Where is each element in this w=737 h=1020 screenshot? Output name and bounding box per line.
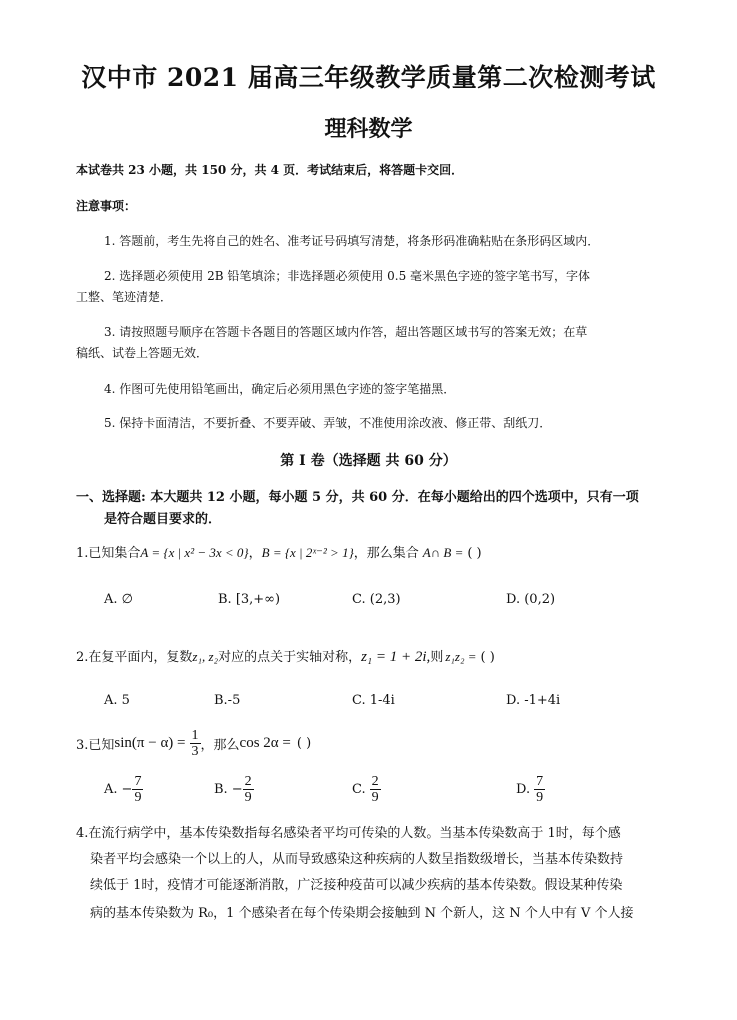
question-4-line-1: 4.在流行病学中，基本传染数指每名感染者平均可传染的人数。当基本传染数高于 1时，每个感 (76, 826, 621, 841)
q3-expr: cos 2α = (239, 735, 291, 751)
q1-option-a[interactable]: A. ∅ (104, 592, 133, 607)
notice-heading: 注意事项： (76, 199, 137, 213)
q1-expr: A∩ B = (422, 545, 464, 560)
q3-option-a-fraction (132, 774, 143, 805)
q1-option-b[interactable]: B. [3,+∞) (218, 592, 281, 607)
q2-prefix: 2.在复平面内，复数 (76, 650, 193, 665)
q3-option-a-label: A. (104, 782, 118, 797)
q3-option-a-num: 7 (134, 774, 142, 789)
notice-item-5: 5. 保持卡面清洁，不要折叠、不要弄破、弄皱，不准使用涂改液、修正带、刮纸刀． (104, 416, 552, 430)
q3-option-c-num: 2 (371, 774, 379, 789)
q1-suffix: ，那么集合 (353, 546, 419, 561)
q2-option-d[interactable]: D. -1+4i (506, 693, 561, 708)
question-4-line-4: 病的基本传染数为 R₀，1 个感染者在每个传染期会接触到 N 个新人，这 N 个人中有 V 个人接 (90, 906, 634, 921)
q3-option-d-label: D. (516, 782, 531, 797)
q2-vars: z₁, z₂ (192, 649, 219, 664)
q3-option-b-num: 2 (244, 774, 252, 789)
q3-option-d-fraction (534, 774, 545, 805)
q3-option-b-den: 9 (244, 790, 252, 805)
notice-item-4: 4. 作图可先使用铅笔画出，确定后必须用黑色字迹的签字笔描黑． (104, 382, 456, 396)
part-instructions: 一、选择题: 本大题共 12 小题，每小题 5 分，共 60 分．在每小题给出的四个选项中，只有一项 (76, 490, 639, 505)
q3-option-d-num: 7 (536, 774, 544, 789)
q3-prefix: 3.已知 (76, 738, 115, 753)
q1-answer-paren: ( ) (467, 546, 482, 561)
q1-sep: ， (248, 546, 262, 561)
q1-option-c[interactable]: C. (2,3) (352, 592, 401, 607)
q3-option-c-den: 9 (371, 790, 379, 805)
q2-option-b[interactable]: B.-5 (214, 693, 241, 708)
q2-eq: z₁ = 1 + 2i, (361, 649, 431, 665)
q2-option-c[interactable]: C. 1-4i (352, 693, 395, 708)
q3-option-b-fraction (243, 774, 254, 805)
q3-rhs-denominator: 3 (191, 744, 199, 759)
q3-option-b-sign: − (231, 782, 243, 797)
q2-expr: z₁z₂ = (445, 649, 477, 664)
section-title: 第 I 卷（选择题 共 60 分） (280, 453, 457, 469)
notice-item-1: 1. 答题前，考生先将自己的姓名、准考证号码填写清楚，将条形码准确粘贴在条形码区域内． (104, 234, 600, 248)
q2-option-a[interactable]: A. 5 (104, 693, 130, 708)
part-instructions-cont: 是符合题目要求的． (104, 512, 222, 527)
q3-option-c-label: C. (352, 782, 366, 797)
page-title: 汉中市 2021 届高三年级教学质量第二次检测考试 (81, 63, 656, 92)
q3-option-a-sign: − (121, 782, 133, 797)
q3-option-d[interactable] (516, 774, 545, 805)
notice-item-2-cont: 工整、笔迹清楚． (76, 290, 173, 304)
notice-item-3: 3. 请按照题号顺序在答题卡各题目的答题区域内作答，超出答题区域书写的答案无效；在草 (104, 325, 588, 339)
q3-option-c-fraction (370, 774, 381, 805)
page-subtitle: 理科数学 (324, 116, 413, 142)
notice-item-3-cont: 稿纸、试卷上答题无效． (76, 346, 209, 360)
intro-text: 本试卷共 23 小题，共 150 分，共 4 页．考试结束后，将答题卡交回． (76, 163, 464, 177)
q3-option-b[interactable] (214, 774, 254, 805)
question-4-line-3: 续低于 1时，疫情才可能逐渐消散，广泛接种疫苗可以减少疾病的基本传染数。假设某种传染 (90, 878, 623, 893)
q1-prefix: 1.已知集合 (76, 546, 141, 561)
q3-option-c[interactable] (352, 774, 381, 805)
q3-rhs-fraction (190, 728, 201, 759)
q3-mid: ，那么 (200, 738, 240, 753)
q3-lhs: sin(π − α) = (114, 735, 186, 751)
q3-option-a-den: 9 (134, 790, 142, 805)
question-2 (76, 646, 495, 666)
notice-item-2: 2. 选择题必须使用 2B 铅笔填涂；非选择题必须使用 0.5 毫米黑色字迹的签字笔书写，字体 (104, 269, 591, 283)
q2-then: 则 (430, 650, 444, 665)
q3-option-d-den: 9 (536, 790, 544, 805)
q1-set-a: A = {x | x² − 3x < 0} (140, 545, 249, 560)
q3-option-b-label: B. (214, 782, 228, 797)
q2-answer-paren: ( ) (480, 650, 495, 665)
q3-option-a[interactable] (104, 774, 143, 805)
q1-option-d[interactable]: D. (0,2) (506, 592, 556, 607)
q3-rhs-numerator: 1 (191, 728, 199, 743)
question-3 (76, 728, 311, 759)
q2-mid: 对应的点关于实轴对称， (218, 650, 362, 665)
q3-answer-paren: ( ) (296, 736, 312, 751)
q1-set-b: B = {x | 2ˣ⁻² > 1} (261, 545, 354, 560)
question-1 (76, 542, 482, 561)
question-4-line-2: 染者平均会感染一个以上的人，从而导致感染这种疾病的人数呈指数级增长，当基本传染数持 (90, 852, 624, 867)
